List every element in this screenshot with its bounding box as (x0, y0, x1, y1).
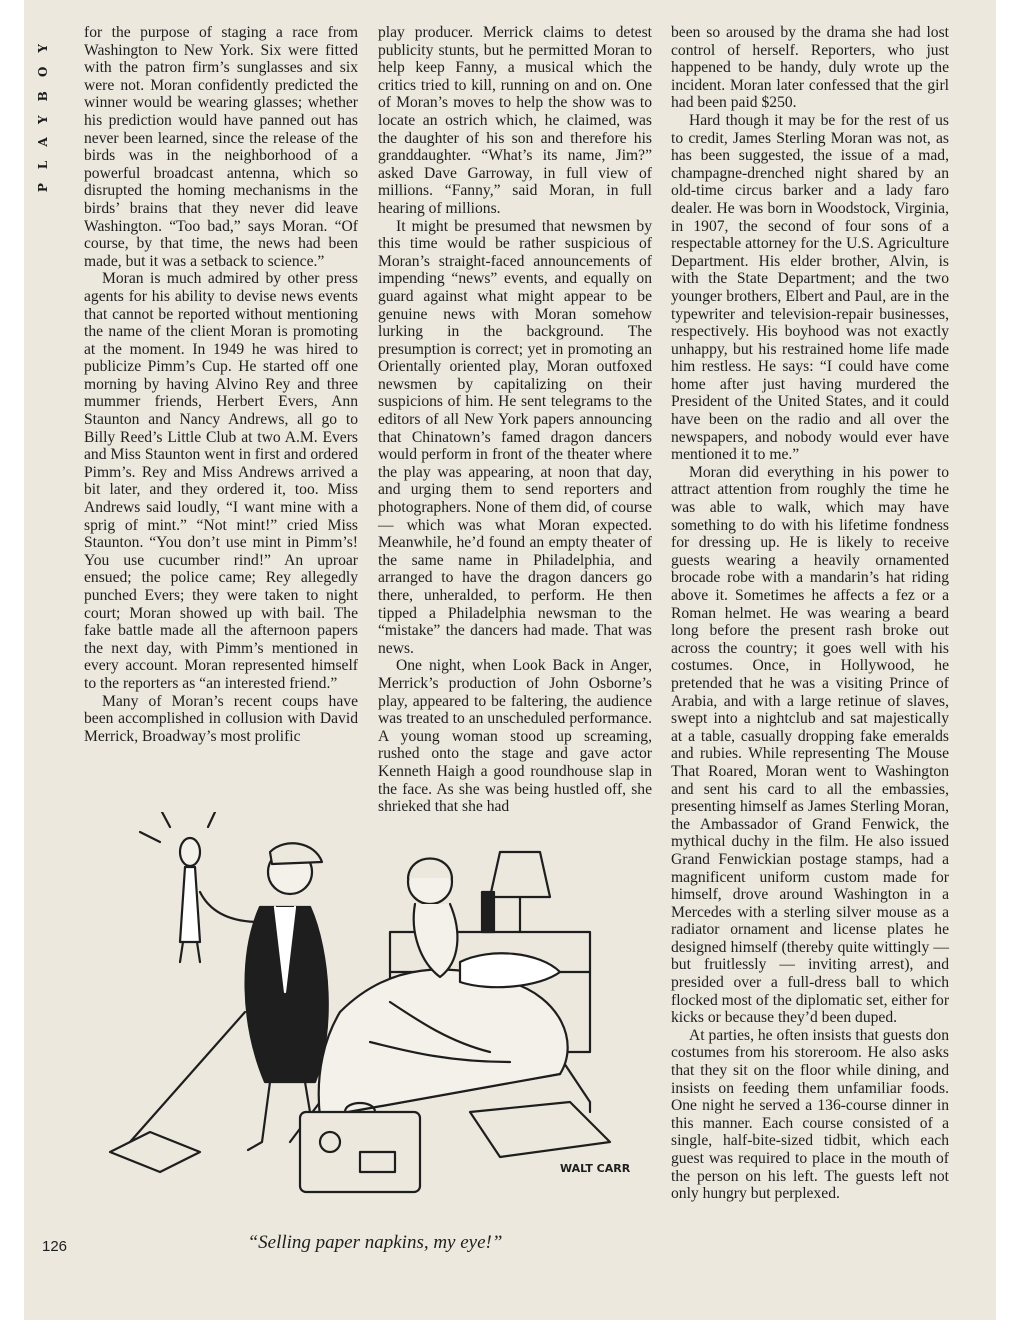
paragraph: One night, when Look Back in Anger, Merrick’s production of John Osborne’s play, appeared to be faltering, the audience was treated to an unscheduled performance. A young woman stood up screaming, rushed onto the stage and gave actor Kenneth Haigh a good roundhouse slap in the face. As she was being hustled off, she shrieked that she had (378, 657, 652, 816)
side-mark-text: PLAYBOY (36, 30, 50, 193)
cartoon-illustration (90, 812, 660, 1212)
paragraph: It might be presumed that newsmen by this time would be rather suspicious of Moran’s straight-faced announcements of impending “news” events, and equally on guard against what might appear to be genuine news with Moran somehow lurking in the background. The presumption is correct; yet in promoting an Orientally oriented play, Moran outfoxed newsmen by capitalizing on their suspicions of him. He sent telegrams to the editors of all New York papers announcing that Chinatown’s famed dragon dancers would perform in front of the theater where the play was appearing, at noon that day, and urging them to send reporters and photographers. None of them did, of course — which was what Moran expected. Meanwhile, he’d found an empty theater of the same name in Philadelphia, and arranged to have the dragon dancers go there, unheralded, to perform. He then tipped a Philadelphia newsman to the “mistake” the dancers had made. That was news. (378, 217, 652, 657)
cartoon-caption: “Selling paper napkins, my eye!” (247, 1232, 503, 1253)
paragraph: Many of Moran’s recent coups have been accomplished in collusion with David Merrick, Broadway’s most prolific (84, 692, 358, 745)
paragraph: Hard though it may be for the rest of us to credit, James Sterling Moran was not, as has been suggested, the issue of a mad, champagne-drenched night shared by an old-time circus barker and a lady faro dealer. He was born in Woodstock, Virginia, in 1907, the second of four sons of a respectable attorney for the U.S. Agriculture Department. His elder brother, Alvin, is with the State Department; and the two younger brothers, Elbert and Paul, are in the typewriter and television-repair businesses, respectively. His boyhood was not exactly unhappy, but his restrained home life made him restless. He says: “I could have come home after just having murdered the President of the United States, and it could have been on the radio and all over the newspapers, and nobody would ever have mentioned it to me.” (671, 111, 949, 464)
column-2 (378, 24, 652, 816)
cartoonist-signature: WALT CARR (560, 1162, 631, 1175)
magazine-side-mark (34, 30, 52, 192)
column-3 (671, 24, 949, 1203)
page-number: 126 (42, 1238, 68, 1255)
paragraph: Moran did everything in his power to attract attention from roughly the time he was able to walk, which may have something to do with his lifetime fondness for dressing up. He is likely to receive guests wearing a heavily ornamented brocade robe with a mandarin’s hat riding above it. Sometimes he affects a fez or a Roman helmet. He was wearing a beard long before the present rash broke out across the country; it goes well with his costumes. Once, in Hollywood, he pretended that he was a visiting Prince of Arabia, and with a large retinue of slaves, swept into a nightclub and sat majestically at a table, casually dropping fake emeralds and rubies. While representing The Mouse That Roared, Moran went to Washington and sent his card to all the embassies, presenting himself as James Sterling Moran, the Ambassador of Grand Fenwick, the mythical duchy in the film. He also issued Grand Fenwickian postage stamps, had a magnificent uniform custom made for himself, drove around Washington in a Mercedes with a sterling silver mouse as a radiator ornament and license plates he designed himself (thereby quite wittingly — but fruitlessly — inviting arrest), and presided over a full-dress ball to which flocked most of the diplomatic set, either for kicks or because they’d been duped. (671, 463, 950, 1027)
paragraph: Moran is much admired by other press agents for his ability to devise news events that cannot be reported without mentioning the name of the client Moran is promoting at the moment. In 1949 he was hired to publicize Pimm’s Cup. He started off one morning by having Alvino Rey and three mummer friends, Herbert Evers, Ann Staunton and Nancy Andrews, all go to Billy Reed’s Little Club at two A.M. Evers and Miss Staunton went in first and ordered Pimm’s. Rey and Miss Andrews arrived a bit later, and they ordered it, too. Miss Andrews said loudly, “I want mine with a sprig of mint.” “Not mint!” cried Miss Staunton. “You don’t use mint in Pimm’s! You use cucumber rind!” An uproar ensued; the police came; Rey allegedly punched Evers; they were taken to night court; Moran showed up with bail. The fake battle made all the afternoon papers the next day, with Pimm’s mentioned in every account. Moran represented himself to the reporters as “an interested friend.” (84, 270, 358, 692)
paragraph: play producer. Merrick claims to detest publicity stunts, but he permitted Moran to help keep Fanny, a musical which the critics tried to kill, running on and on. One of Moran’s moves to help the show was to locate an ostrich which, he claimed, was the daughter of his son and therefore his granddaughter. “What’s its name, Jim?” asked Dave Garroway, in full view of millions. “Fanny,” said Moran, in full hearing of millions. (378, 24, 652, 217)
paragraph: for the purpose of staging a race from Washington to New York. Six were fitted with the patron firm’s sunglasses and six were not. Moran confidently predicted the winner would be wearing glasses; whether his prediction would have panned out has never been learned, since the release of the birds was in the neighborhood of a powerful broadcast antenna, which so disrupted the homing mechanisms in the birds’ brains that they never did leave Washington. “Too bad,” says Moran. “Of course, by that time, the news had been made, but it was a setback to science.” (84, 24, 358, 270)
column-1 (84, 24, 358, 745)
paragraph: At parties, he often insists that guests don costumes from his storeroom. He also asks that they sit on the floor while dining, and insists on feeding them unfamiliar foods. One night he served a 136-course dinner in this manner. Each course consisted of a single, half-bite-sized tidbit, which each guest was required to place in the mouth of the person on his left. The guests left not only hungry but perplexed. (671, 1026, 949, 1203)
paragraph: been so aroused by the drama she had lost control of herself. Reporters, who just happened to be handy, duly wrote up the incident. Moran later confessed that the girl had been paid $250. (671, 24, 949, 112)
